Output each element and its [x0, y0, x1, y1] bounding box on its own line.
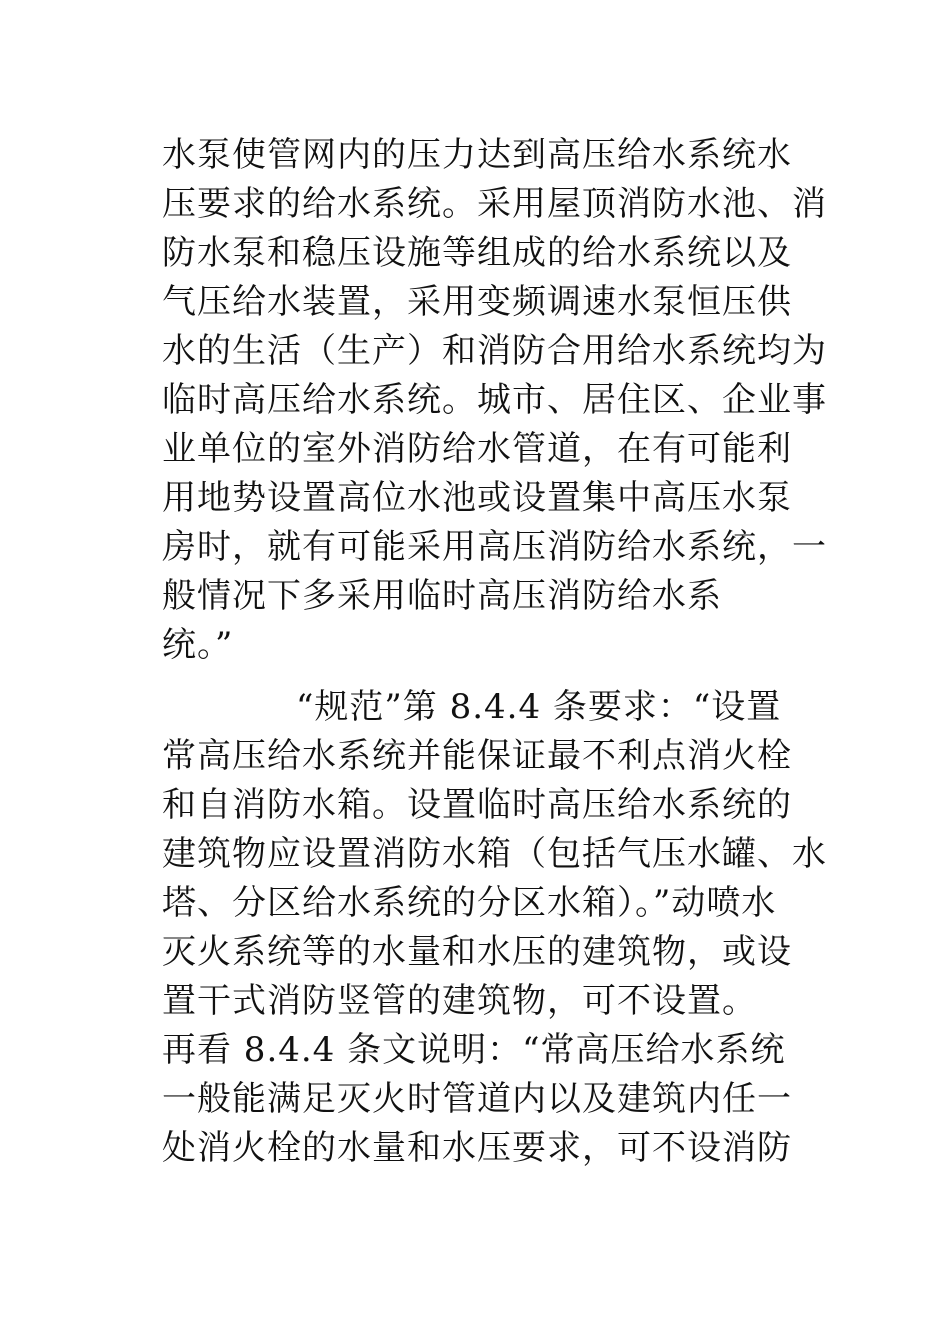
text-line: 房时，就有可能采用高压消防给水系统，一 — [162, 527, 827, 567]
text-line: 水的生活（生产）和消防合用给水系统均为 — [162, 331, 827, 371]
text-line: 般情况下多采用临时高压消防给水系 — [162, 576, 722, 616]
text-line: 塔、分区给水系统的分区水箱）。”动喷水 — [162, 883, 777, 923]
text-line: 建筑物应设置消防水箱（包括气压水罐、水 — [162, 834, 827, 874]
text-line: 用地势设置高位水池或设置集中高压水泵 — [162, 478, 792, 518]
text-line: 压要求的给水系统。采用屋顶消防水池、消 — [162, 184, 827, 224]
text-line: 气压给水装置，采用变频调速水泵恒压供 — [162, 282, 792, 322]
text-line: 灭火系统等的水量和水压的建筑物，或设 — [162, 932, 792, 972]
text-line: 防水泵和稳压设施等组成的给水系统以及 — [162, 233, 792, 273]
text-line-indented: “规范”第 8.4.4 条要求：“设置 — [296, 687, 782, 727]
text-line: 一般能满足灭火时管道内以及建筑内任一 — [162, 1079, 792, 1119]
text-line: 水泵使管网内的压力达到高压给水系统水 — [162, 135, 792, 175]
text-line: 常高压给水系统并能保证最不利点消火栓 — [162, 736, 792, 776]
text-line: 和自消防水箱。设置临时高压给水系统的 — [162, 785, 792, 825]
text-line: 处消火栓的水量和水压要求，可不设消防 — [162, 1128, 792, 1168]
text-line: 统。” — [162, 625, 234, 665]
text-line: 置干式消防竖管的建筑物，可不设置。 — [162, 981, 757, 1021]
text-line: 再看 8.4.4 条文说明：“常高压给水系统 — [162, 1030, 786, 1070]
text-line: 业单位的室外消防给水管道，在有可能利 — [162, 429, 792, 469]
text-line: 临时高压给水系统。城市、居住区、企业事 — [162, 380, 827, 420]
